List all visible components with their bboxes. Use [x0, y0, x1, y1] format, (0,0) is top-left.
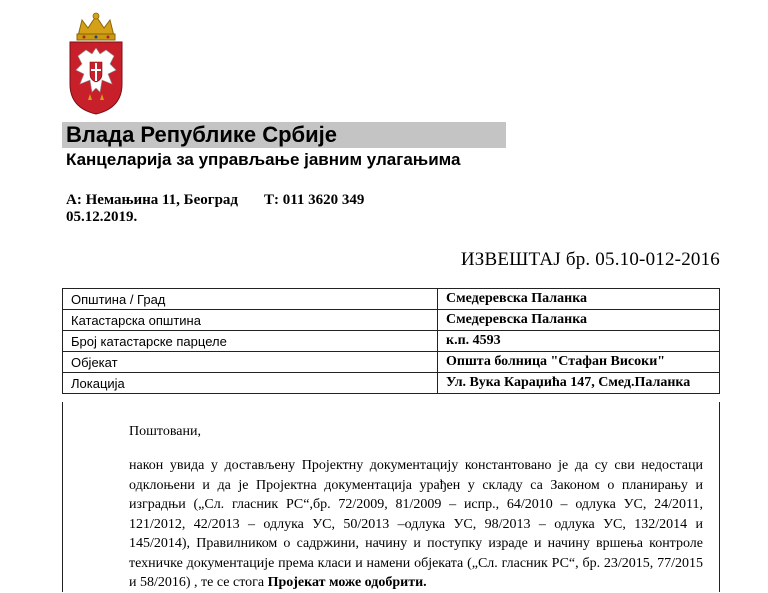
letter-box [62, 402, 720, 592]
address: А: Немањина 11, Београд [66, 192, 238, 208]
table-row [63, 331, 720, 352]
conclusion: Пројекат може одобрити. [267, 575, 427, 590]
row-value: Ул. Вука Караџића 147, Смед.Паланка [438, 373, 720, 394]
row-value: Смедеревска Паланка [438, 289, 720, 310]
row-value: к.п. 4593 [438, 331, 720, 352]
row-label: Локација [63, 373, 438, 394]
government-title: Влада Републике Србије [66, 122, 337, 147]
row-label: Број катастарске парцеле [63, 331, 438, 352]
report-number: ИЗВЕШТАЈ бр. 05.10-012-2016 [460, 249, 720, 270]
letter-body-text: након увида у достављену Пројектну документацију констaнтовано је да су сви недостаци одклоњени и да је Пројектна документација урађен у складу са Законом о планирању и изградњи („Сл. гласник РС“,бр. 72/2009, 81/2009 – испр., 64/2010 – одлука УС, 24/2011, 121/2012, 42/2013 – одлука УС, 50/2013 –одлука УС, 98/2013 – одлука УС, 132/2014 и 145/2014), Правилником о садржини, начину и поступку израде и начину вршења контроле техничке документације према класи и намени објеката („Сл. гласник РС“, бр. 23/2015, 77/2015 и 58/2016) , те се стога [129, 458, 703, 590]
phone: Т: 011 3620 349 [264, 192, 365, 208]
table-row [63, 352, 720, 373]
row-label: Општина / Град [63, 289, 438, 310]
salutation: Поштовани, [129, 424, 201, 439]
document-date: 05.12.2019. [66, 209, 138, 225]
address-line [66, 191, 364, 209]
object-info-table [62, 288, 720, 394]
row-value: Општа болница "Стафан Високи" [438, 352, 720, 373]
office-subtitle: Канцеларија за управљање јавним улагањима [66, 150, 461, 169]
table-row [63, 310, 720, 331]
table-row [63, 373, 720, 394]
letter-body [129, 456, 703, 593]
row-value: Смедеревска Паланка [438, 310, 720, 331]
coat-of-arms-emblem [64, 12, 128, 116]
table-row [63, 289, 720, 310]
row-label: Објекат [63, 352, 438, 373]
row-label: Катастарска општина [63, 310, 438, 331]
